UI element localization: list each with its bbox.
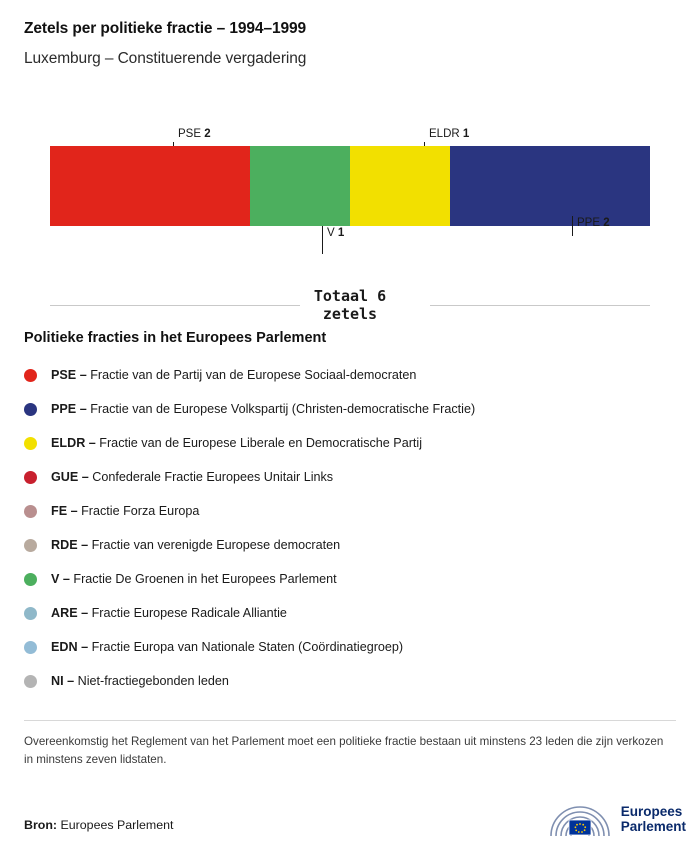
page-title: Zetels per politieke fractie – 1994–1999 <box>24 20 307 37</box>
ep-hemicycle-icon <box>547 798 613 840</box>
total-seats-line2: zetels <box>322 305 378 323</box>
legend-abbr: ARE – <box>51 606 89 620</box>
legend-item-rde <box>24 528 676 562</box>
european-parliament-logo <box>547 798 686 840</box>
ppe-callout-abbr: PPE <box>577 217 601 229</box>
v-callout <box>327 227 344 239</box>
footnote: Overeenkomstig het Reglement van het Parlement moet een politieke fractie bestaan uit minstens 23 leden die zijn verkozen in minstens zeven lidstaten. <box>24 735 664 766</box>
legend-item-v <box>24 562 676 596</box>
legend-name: Fractie van de Europese Volkspartij (Christen-democratische Fractie) <box>90 402 476 416</box>
eldr-callout-abbr: ELDR <box>429 128 460 140</box>
legend-name: Fractie Forza Europa <box>81 504 200 518</box>
legend-abbr: RDE – <box>51 538 89 552</box>
legend-abbr: V – <box>51 572 70 586</box>
legend-list <box>24 358 676 698</box>
ppe-callout <box>577 217 610 229</box>
legend-name: Fractie De Groenen in het Europees Parlement <box>73 572 337 586</box>
legend-abbr: GUE – <box>51 470 89 484</box>
legend-color-dot <box>24 403 37 416</box>
total-seats-line1: Totaal 6 <box>313 287 387 305</box>
seats-bar-chart <box>24 116 676 246</box>
legend-item-edn <box>24 630 676 664</box>
legend-abbr: ELDR – <box>51 436 96 450</box>
legend-title: Politieke fracties in het Europees Parlement <box>24 330 327 346</box>
ep-logo-line2: Parlement <box>620 819 686 834</box>
legend-abbr: PPE – <box>51 402 87 416</box>
legend-name: Niet-fractiegebonden leden <box>77 674 229 688</box>
pse-callout-abbr: PSE <box>178 128 202 140</box>
eldr-callout-value: 1 <box>462 128 470 140</box>
legend-color-dot <box>24 607 37 620</box>
legend-name: Fractie Europese Radicale Alliantie <box>91 606 287 620</box>
legend-color-dot <box>24 539 37 552</box>
legend-name: Fractie van verenigde Europese democraten <box>91 538 341 552</box>
legend-abbr: EDN – <box>51 640 89 654</box>
legend-name: Fractie van de Partij van de Europese Sociaal-democraten <box>90 368 417 382</box>
legend-name: Confederale Fractie Europees Unitair Links <box>92 470 334 484</box>
total-rule-right <box>430 305 650 306</box>
legend-item-pse <box>24 358 676 392</box>
source-label: Bron: <box>24 818 58 832</box>
legend-color-dot <box>24 505 37 518</box>
bar-segment-pse <box>50 146 250 226</box>
v-callout-tick <box>322 226 323 254</box>
pse-callout <box>178 128 211 140</box>
total-seats <box>24 282 676 328</box>
bar-segment-ppe <box>450 146 650 226</box>
legend-color-dot <box>24 675 37 688</box>
eldr-callout <box>429 128 469 140</box>
legend-item-are <box>24 596 676 630</box>
legend-name: Fractie van de Europese Liberale en Democratische Partij <box>99 436 422 450</box>
legend-item-ni <box>24 664 676 698</box>
legend-abbr: PSE – <box>51 368 87 382</box>
pse-callout-value: 2 <box>204 128 211 140</box>
legend-color-dot <box>24 437 37 450</box>
legend-item-gue <box>24 460 676 494</box>
ep-logo-text <box>621 804 686 834</box>
legend-color-dot <box>24 471 37 484</box>
total-rule-left <box>50 305 300 306</box>
page-subtitle: Luxemburg – Constituerende vergadering <box>24 50 307 67</box>
legend-color-dot <box>24 573 37 586</box>
v-callout-value: 1 <box>337 227 345 239</box>
legend-abbr: NI – <box>51 674 75 688</box>
v-callout-abbr: V <box>327 227 335 239</box>
source-line <box>24 818 173 832</box>
ppe-callout-tick <box>572 216 573 236</box>
legend-abbr: FE – <box>51 504 78 518</box>
stacked-bar <box>50 146 650 226</box>
bar-segment-v <box>250 146 350 226</box>
legend-color-dot <box>24 641 37 654</box>
legend-item-fe <box>24 494 676 528</box>
ppe-callout-value: 2 <box>603 217 610 229</box>
total-seats-text <box>300 287 400 323</box>
bar-segment-eldr <box>350 146 450 226</box>
ep-logo-line1: Europees <box>620 804 683 819</box>
source-value: Europees Parlement <box>60 818 174 832</box>
legend-color-dot <box>24 369 37 382</box>
legend-item-eldr <box>24 426 676 460</box>
legend-name: Fractie Europa van Nationale Staten (Coördinatiegroep) <box>91 640 404 654</box>
legend-item-ppe <box>24 392 676 426</box>
